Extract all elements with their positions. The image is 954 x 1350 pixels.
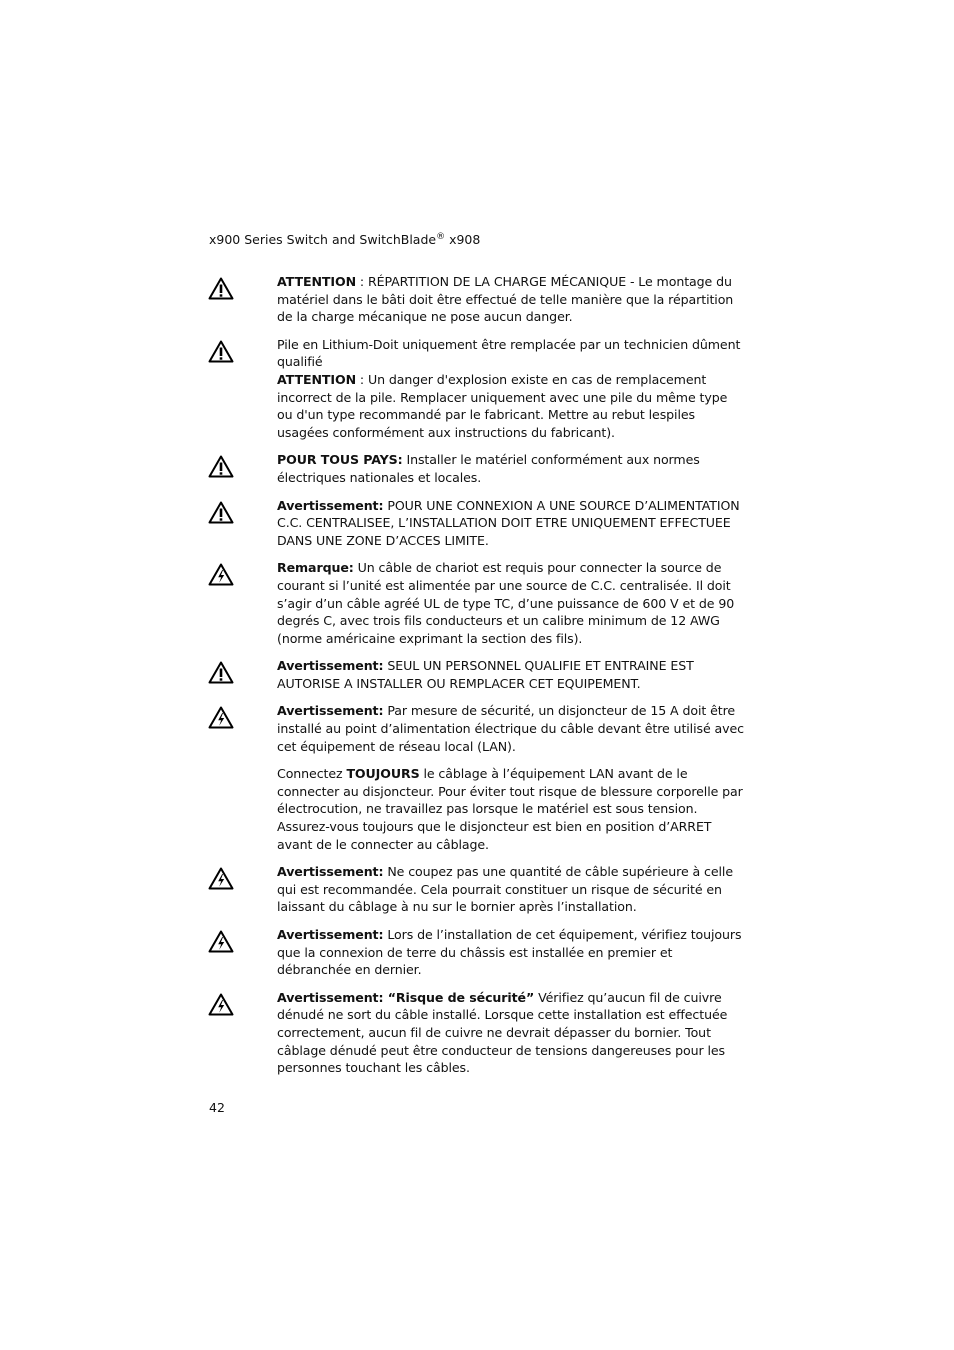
warning-block-2 <box>0 336 954 442</box>
header-title: x900 Series Switch and SwitchBlade <box>209 232 437 247</box>
electrical-hazard-icon <box>208 930 234 953</box>
pre-text: Connectez <box>277 766 347 782</box>
warning-triangle-icon <box>208 661 234 684</box>
note-text-8 <box>277 765 745 853</box>
running-header <box>209 231 480 249</box>
page-number: 42 <box>209 1100 225 1115</box>
warning-block-3 <box>0 451 954 486</box>
registered-mark: ® <box>436 232 446 242</box>
warning-block-10 <box>0 926 954 979</box>
warning-text-10 <box>277 926 745 979</box>
warning-block-1 <box>0 273 954 326</box>
lead-text: Avertissement: <box>277 927 384 942</box>
warning-block-7 <box>0 702 954 755</box>
electrical-hazard-icon <box>208 563 234 586</box>
body-text: Un câble de chariot est requis pour connecter la source de courant si l’unité est alimentée par une source de C.C. centralisée. Il doit s’agir d’un câble agréé UL de type TC, d’une puissance de 600 V et de 90 degrés C, avec trois fils conducteurs et un calibre minimum de 12 AWG (norme américaine exprimant la section des fils). <box>277 560 735 646</box>
warnings-list <box>0 273 954 1087</box>
warning-block-9 <box>0 863 954 916</box>
electrical-hazard-icon <box>208 867 234 890</box>
warning-triangle-icon <box>208 340 234 363</box>
warning-text-5 <box>277 559 745 647</box>
lead-text: POUR TOUS PAYS: <box>277 452 403 468</box>
warning-text-3 <box>277 451 745 486</box>
header-model: x908 <box>449 232 481 247</box>
lead-text: ATTENTION <box>277 371 357 387</box>
warning-triangle-icon <box>208 455 234 478</box>
warning-block-11 <box>0 989 954 1077</box>
warning-text-9 <box>277 863 745 916</box>
lead-text: Remarque: <box>277 560 354 576</box>
warning-text-6 <box>277 657 745 692</box>
lead-text: TOUJOURS <box>346 766 420 782</box>
lead-text: Avertissement: <box>277 497 384 513</box>
warning-text-7 <box>277 702 745 755</box>
note-block-8 <box>0 765 954 853</box>
electrical-hazard-icon <box>208 706 234 729</box>
warning-block-6 <box>0 657 954 692</box>
lead-text: ATTENTION <box>277 274 357 289</box>
body-text: Par mesure de sécurité, un disjoncteur de 15 A doit être installé au point d’alimentation électrique du câble devant être utilisé avec cet équipement de réseau local (LAN). <box>277 703 744 754</box>
warning-text-4 <box>277 497 745 550</box>
body-text: Installer le matériel conformément aux normes électriques nationales et locales. <box>277 452 700 485</box>
body-text: : RÉPARTITION DE LA CHARGE MÉCANIQUE - Le montage du matériel dans le bâti doit être effectué de telle manière que la répartition de la charge mécanique ne pose aucun danger. <box>277 274 734 325</box>
body-text: Vérifiez qu’aucun fil de cuivre dénudé ne sort du câble installé. Lorsque cette installation est effectuée correctement, aucun fil de cuivre ne devrait dépasser du bornier. Tout câblage dénudé peut être conducteur de tensions dangereuses pour les personnes touchant les câbles. <box>277 989 728 1076</box>
lead-text: Avertissement: <box>277 703 384 719</box>
electrical-hazard-icon <box>208 993 234 1016</box>
body-text: le câblage à l’équipement LAN avant de le connecter au disjoncteur. Pour éviter tout risque de blessure corporelle par électrocution, ne travaillez pas lorsque le matériel est sous tension. Assurez-vous toujours que le disjoncteur est bien en position d’ARRET avant de le connecter au câblage. <box>277 766 743 852</box>
warning-block-4 <box>0 497 954 550</box>
body-text: SEUL UN PERSONNEL QUALIFIE ET ENTRAINE EST AUTORISE A INSTALLER OU REMPLACER CET EQUIPEMENT. <box>277 658 694 691</box>
pre-text: Pile en Lithium-Doit uniquement être remplacée par un technicien dûment qualifié <box>277 336 741 370</box>
body-text: POUR UNE CONNEXION A UNE SOURCE D’ALIMENTATION C.C. CENTRALISEE, L’INSTALLATION DOIT ETRE UNIQUEMENT EFFECTUEE DANS UNE ZONE D’ACCES LIMITE. <box>277 497 740 548</box>
warning-triangle-icon <box>208 277 234 300</box>
body-text: : Un danger d'explosion existe en cas de remplacement incorrect de la pile. Remplacer uniquement avec une pile du même type ou d'un type recommandé par le fabricant. Mettre au rebut lespiles usagées conformément aux instructions du fabricant). <box>277 371 728 440</box>
warning-text-1 <box>277 273 745 326</box>
warning-text-11 <box>277 989 745 1077</box>
warning-text-2 <box>277 336 745 442</box>
body-text: Ne coupez pas une quantité de câble supérieure à celle qui est recommandée. Cela pourrait constituer un risque de sécurité en laissant du câblage à nu sur le bornier après l’installation. <box>277 864 733 915</box>
lead-text: Avertissement: <box>277 658 384 674</box>
warning-block-5 <box>0 559 954 647</box>
warning-triangle-icon <box>208 501 234 524</box>
lead-text: Avertissement: “Risque de sécurité” <box>277 989 535 1005</box>
lead-text: Avertissement: <box>277 864 384 880</box>
body-text: Lors de l’installation de cet équipement, vérifiez toujours que la connexion de terre du châssis est installée en premier et débranchée en dernier. <box>277 927 742 978</box>
